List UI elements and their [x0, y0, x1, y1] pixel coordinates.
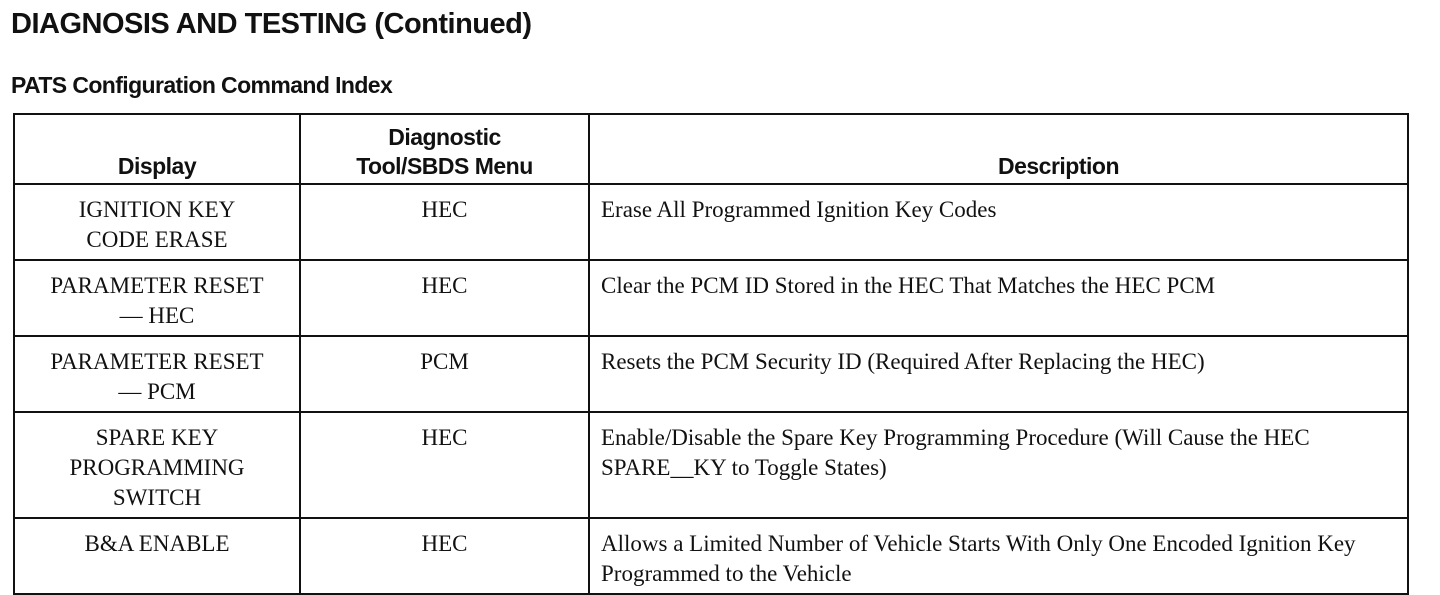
description-cell: Erase All Programmed Ignition Key Codes: [589, 184, 1408, 260]
display-cell: PARAMETER RESET — PCM: [14, 336, 300, 412]
display-cell: B&A ENABLE: [14, 518, 300, 594]
table-row: [14, 260, 1408, 336]
menu-cell: HEC: [300, 184, 589, 260]
menu-cell: HEC: [300, 518, 589, 594]
table-header-row: [14, 114, 1408, 184]
description-cell: Clear the PCM ID Stored in the HEC That Matches the HEC PCM: [589, 260, 1408, 336]
column-header-menu: Diagnostic Tool/SBDS Menu: [300, 114, 589, 184]
column-header-display: Display: [14, 114, 300, 184]
description-cell: Allows a Limited Number of Vehicle Starts With Only One Encoded Ignition Key Programmed to the Vehicle: [589, 518, 1408, 594]
column-header-description: Description: [589, 114, 1408, 184]
display-cell: SPARE KEY PROGRAMMING SWITCH: [14, 412, 300, 518]
table-row: [14, 184, 1408, 260]
menu-cell: HEC: [300, 260, 589, 336]
menu-cell: PCM: [300, 336, 589, 412]
display-cell: PARAMETER RESET — HEC: [14, 260, 300, 336]
table-row: [14, 412, 1408, 518]
table-row: [14, 336, 1408, 412]
menu-cell: HEC: [300, 412, 589, 518]
page-title: DIAGNOSIS AND TESTING (Continued): [11, 8, 532, 40]
description-cell: Enable/Disable the Spare Key Programming Procedure (Will Cause the HEC SPARE__KY to Toggle States): [589, 412, 1408, 518]
table-row: [14, 518, 1408, 594]
display-cell: IGNITION KEY CODE ERASE: [14, 184, 300, 260]
command-index-table: [13, 113, 1409, 595]
section-title: PATS Configuration Command Index: [11, 72, 393, 98]
description-cell: Resets the PCM Security ID (Required After Replacing the HEC): [589, 336, 1408, 412]
